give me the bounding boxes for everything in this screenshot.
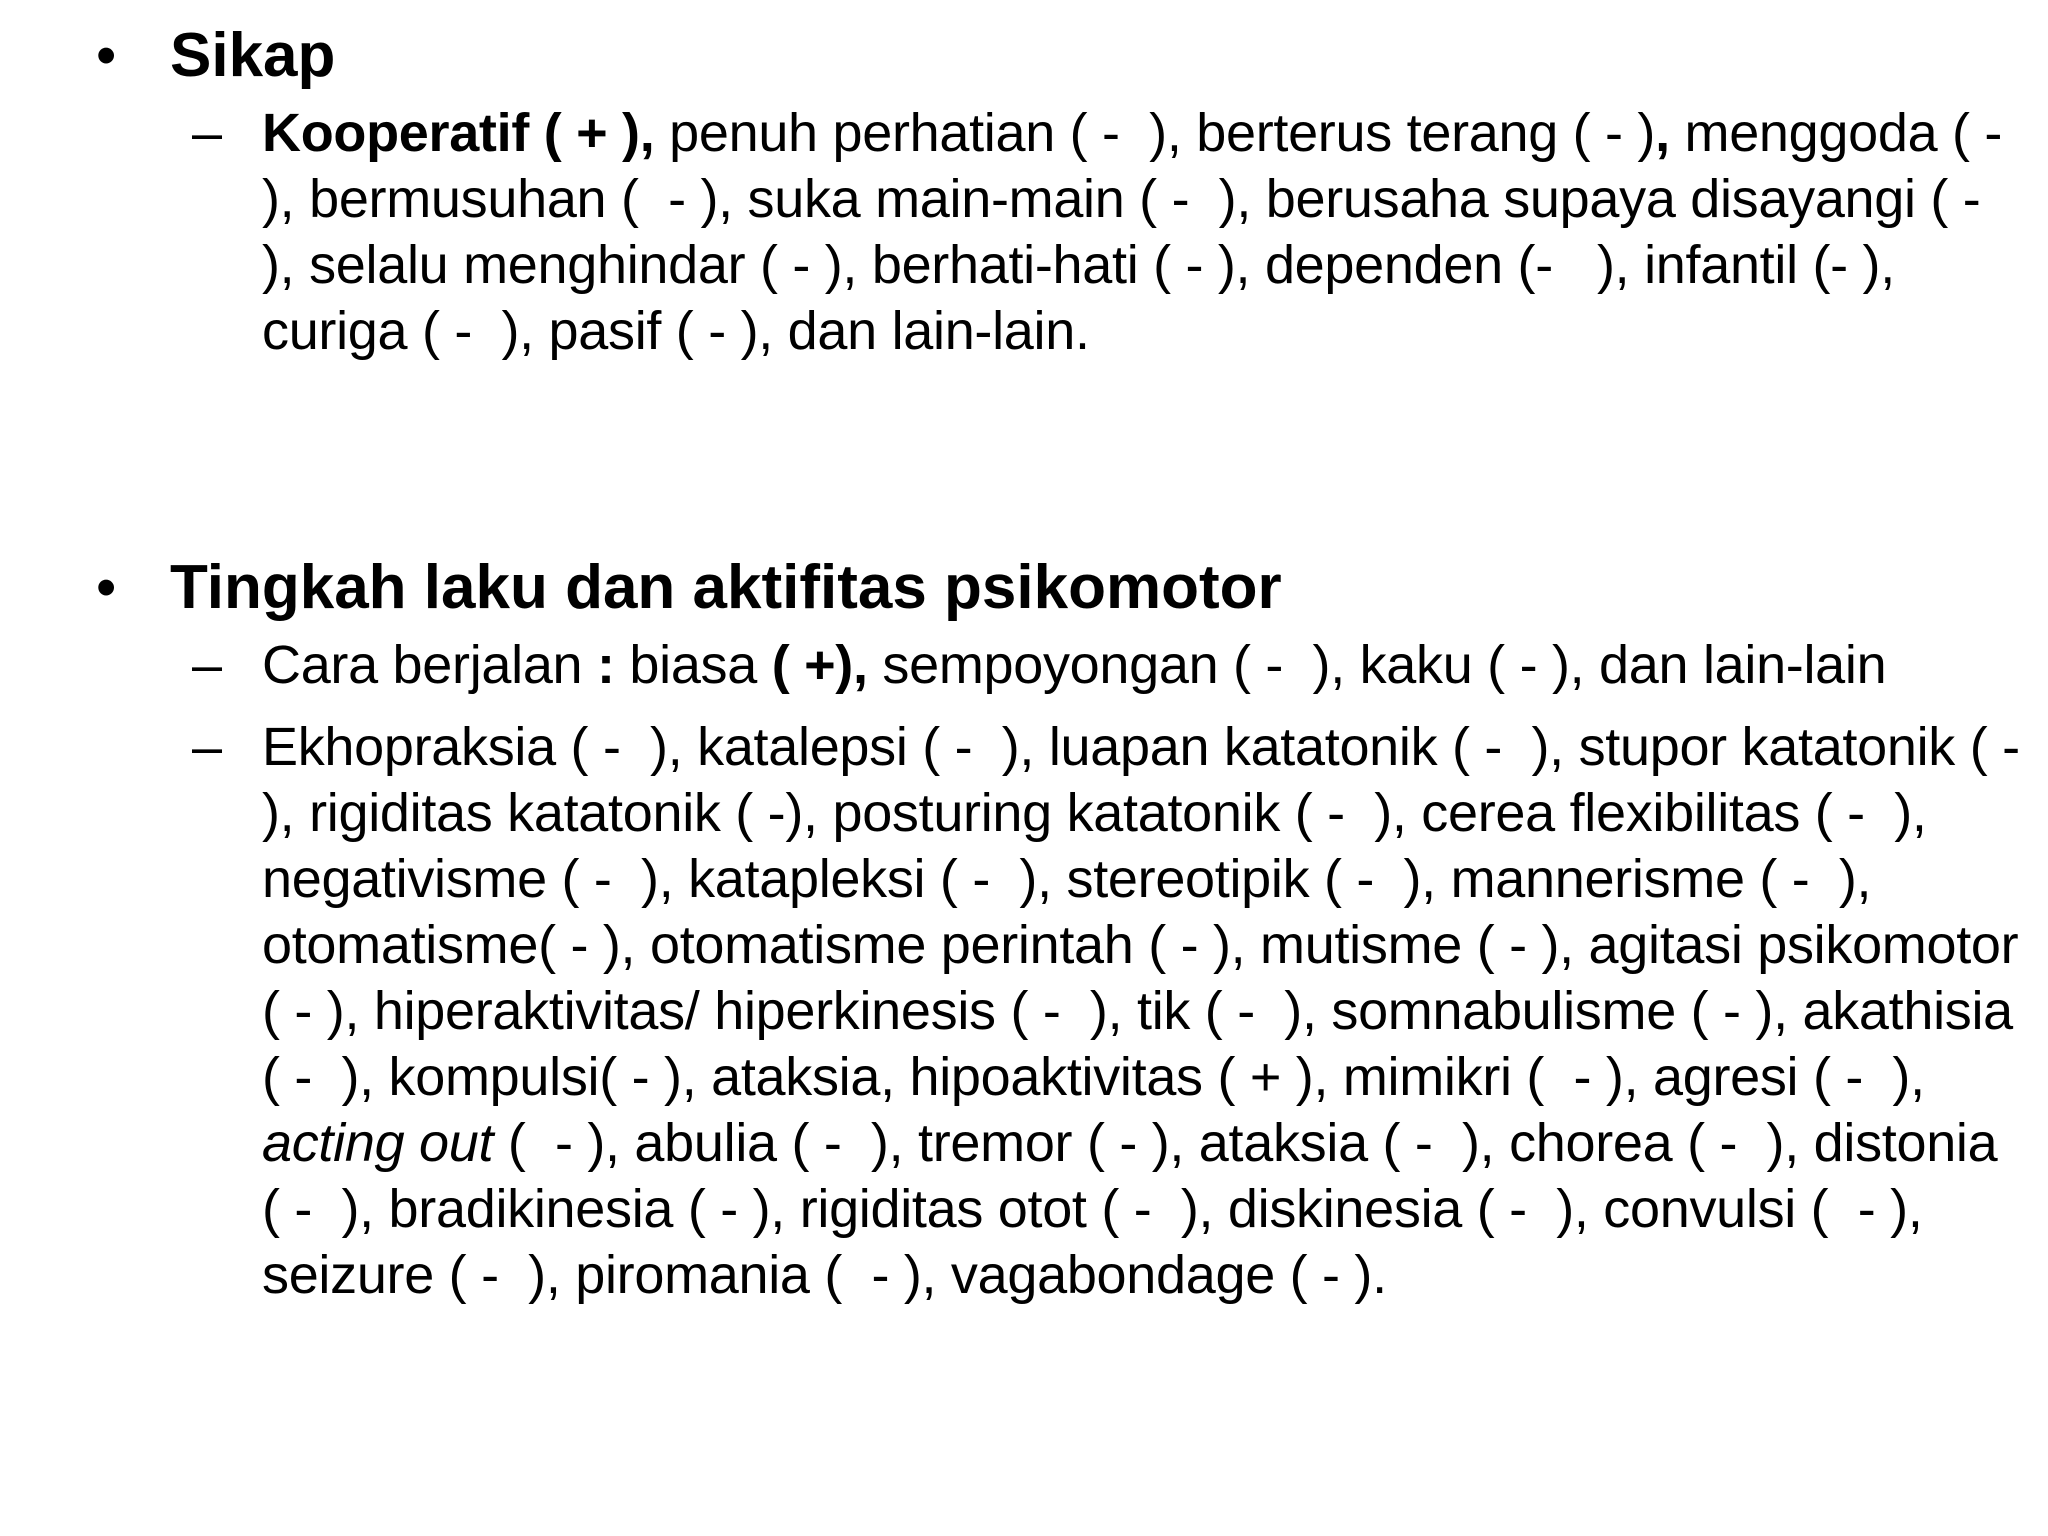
- section-heading: Sikap: [170, 21, 336, 90]
- bullet-icon: •: [96, 23, 117, 88]
- section-heading: Tingkah laku dan aktifitas psikomotor: [170, 553, 1282, 622]
- section-sikap: [0, 16, 2048, 364]
- sub-item: [0, 714, 2048, 1308]
- dash-icon: –: [192, 103, 223, 163]
- text-run: acting out: [262, 1113, 494, 1173]
- bullet-row: [0, 16, 2048, 96]
- dash-icon: –: [192, 717, 223, 777]
- text-run: :: [597, 635, 615, 695]
- text-run: Ekhopraksia ( - ), katalepsi ( - ), luapan katatonik ( - ), stupor katatonik ( - ), rigiditas katatonik ( -), posturing katatonik ( - ), cerea flexibilitas ( - ), negativisme ( - ), katapleksi ( - ), stereotipik ( - ), mannerisme ( - ), otomatisme( - ), otomatisme perintah ( - ), mutisme ( - ), agitasi psikomotor ( - ), hiperaktivitas/ hiperkinesis ( - ), tik ( - ), somnabulisme ( - ), akathisia ( - ), kompulsi( - ), ataksia, hipoaktivitas ( + ), mimikri ( - ), agresi ( - ),: [262, 717, 2035, 1107]
- text-run: ( +),: [771, 635, 868, 695]
- sub-item-text: [262, 632, 2022, 698]
- sub-item: [0, 632, 2048, 698]
- text-run: biasa: [614, 635, 772, 695]
- text-run: Cara berjalan: [262, 635, 597, 695]
- text-run: penuh perhatian ( - ), berterus terang ( - ): [654, 103, 1656, 163]
- sub-item-text: [262, 100, 2032, 364]
- bullet-row: [0, 548, 2048, 628]
- text-run: ( - ), abulia ( - ), tremor ( - ), ataksia ( - ), chorea ( - ), distonia ( - ), bradikinesia ( - ), rigiditas otot ( - ), diskinesia ( - ), convulsi ( - ), seizure ( - ), piromania ( - ), vagabondage ( - ).: [262, 1113, 2013, 1305]
- text-run: menggoda ( - ), bermusuhan ( - ), suka main-main ( - ), berusaha supaya disayangi ( - ), selalu menghindar ( - ), berhati-hati ( - ), dependen (- ), infantil (- ), curiga ( - ), pasif ( - ), dan lain-lain.: [262, 103, 2032, 361]
- dash-icon: –: [192, 635, 223, 695]
- sub-item: [0, 100, 2048, 364]
- text-run: sempoyongan ( - ), kaku ( - ), dan lain-lain: [867, 635, 1887, 695]
- text-run: ,: [1655, 103, 1670, 163]
- sub-item-text: [262, 714, 2035, 1308]
- bullet-icon: •: [96, 555, 117, 620]
- section-tingkah-laku: [0, 548, 2048, 1308]
- text-run: Kooperatif ( + ),: [262, 103, 655, 163]
